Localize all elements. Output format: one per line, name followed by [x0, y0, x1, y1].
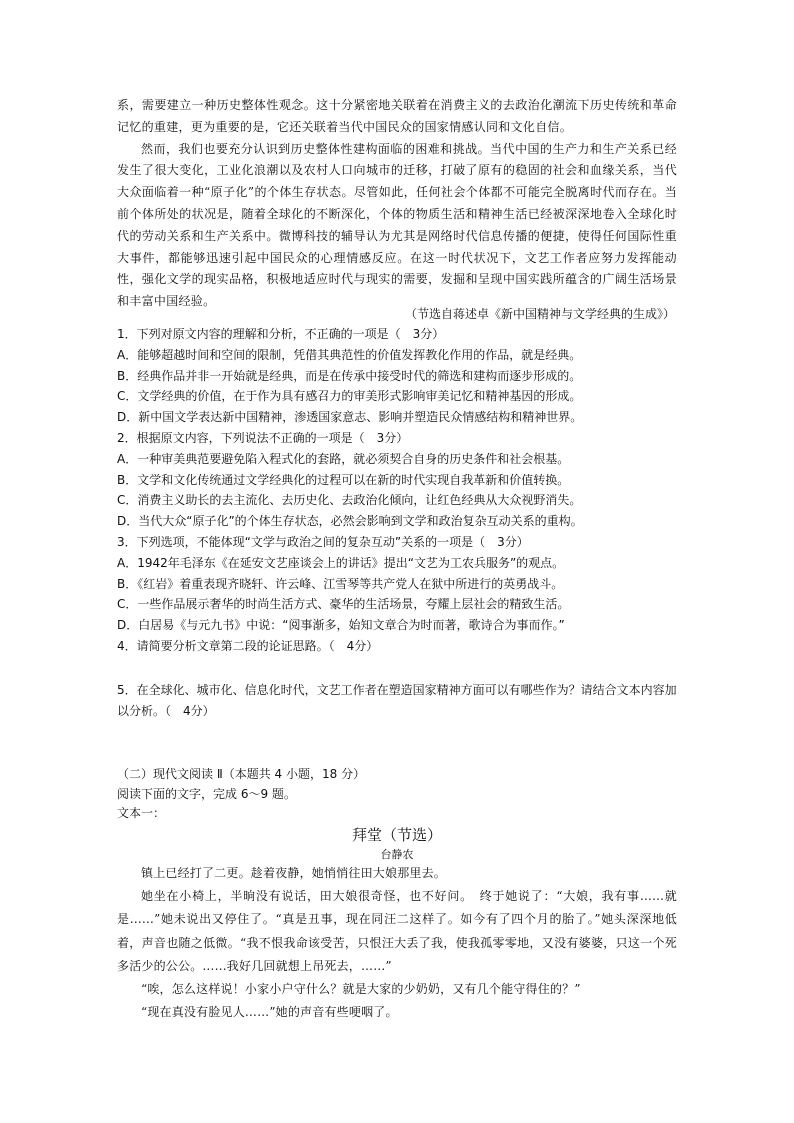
passage-paragraph-1: 系，需要建立一种历史整体性观念。这十分紧密地关联着在消费主义的去政治化潮流下历史传统和革命记忆的重建，更为重要的是，它还关联着当代中国民众的国家情感认同和文化自信。: [117, 98, 677, 134]
question-2-option-d: D．当代大众“原子化”的个体生存状态，必然会影响到文学和政治复杂互动关系的重构。: [117, 514, 583, 529]
story-paragraph-2: 她坐在小椅上，半晌没有说话，田大娘很奇怪，也不好问。 终于她说了：“大娘，我有事……就是……”她未说出又停住了。“真是丑事，现在同汪二这样了。如今有了四个月的胎了。”她头深深地低着，声音也随之低微。“我不恨我命该受苦，只恨汪大丢了我，使我孤零零地，又没有婆婆，只这一个死多活少的公公。……我好几回就想上吊死去，……”: [117, 889, 677, 973]
text-1-label: 文本一：: [117, 806, 166, 820]
question-3-option-c: C．一些作品展示奢华的时尚生活方式、豪华的生活场景，夸耀上层社会的精致生活。: [117, 597, 570, 612]
story-text: [117, 862, 677, 1024]
question-2-option-c: C．消费主义助长的去主流化、去历史化、去政治化倾向，让红色经典从大众视野消失。: [117, 493, 582, 508]
story-paragraph-1: 镇上已经打了二更。趁着夜静，她悄悄往田大娘那里去。: [141, 866, 447, 880]
question-1-option-a: A．能够超越时间和空间的限制，凭借其典范性的价值发挥教化作用的作品，就是经典。: [117, 347, 582, 362]
passage-paragraph-2: 然而，我们也要充分认识到历史整体性建构面临的困难和挑战。当代中国的生产力和生产关系已经发生了很大变化，工业化浪潮以及农村人口向城市的迁移，打破了原有的稳固的社会和血缘关系，当代大众面临着一种“原子化”的个体生存状态。尽管如此，任何社会个体都不可能完全脱离时代而存在。当前个体所处的状况是，随着全球化的不断深化，个体的物质生活和精神生活已经被深深地卷入全球化时代的劳动关系和生产关系中。微博科技的辅导认为尤其是网络时代信息传播的便捷，使得任何国际性重大事件，都能够迅速引起中国民众的心理情感反应。在这一时代状况下，文艺工作者应努力发挥能动性，强化文学的现实品格，积极地适应时代与现实的需要，发掘和呈现中国实践所蕴含的广阔生活场景和丰富中国经验。: [117, 141, 677, 309]
story-paragraph-4: “现在真没有脸见人……”她的声音有些哽咽了。: [141, 1005, 398, 1020]
questions-block: [117, 324, 677, 657]
question-3-option-d: D．白居易《与元九书》中说：“阅事渐多，始知文章合为时而著，歌诗合为事而作。”: [117, 618, 565, 633]
question-2: 2．根据原文内容，下列说法不正确的一项是（ 3分）: [117, 430, 409, 445]
question-5: 5．在全球化、城市化、信息化时代，文艺工作者在塑造国家精神方面可以有哪些作为？请结合文本内容加以分析。（ 4分）: [117, 683, 677, 718]
question-3-option-a: A．1942年毛泽东《在延安文艺座谈会上的讲话》提出“文艺为工农兵服务”的观点。: [117, 555, 565, 570]
question-1-option-d: D．新中国文学表达新中国精神，渗透国家意志、影响并塑造民众情感结构和精神世界。: [117, 410, 583, 425]
question-1-option-c: C．文学经典的价值，在于作为具有感召力的审美形式影响审美记忆和精神基因的形成。: [117, 389, 582, 404]
question-2-option-b: B．文学和文化传统通过文学经典化的过程可以在新的时代实现自我革新和价值转换。: [117, 472, 570, 487]
question-4: 4．请简要分析文章第二段的论证思路。（ 4分）: [117, 638, 379, 653]
story-author: 台静农: [380, 848, 414, 861]
section-2-heading: （二）现代文阅读 Ⅱ（本题共 4 小题，18 分）: [117, 767, 366, 781]
question-3-option-b: B．《红岩》着重表现齐晓轩、许云峰、江雪琴等共产党人在狱中所进行的英勇战斗。: [117, 576, 564, 591]
question-3: 3．下列选项，不能体现“文学与政治之间的复杂互动”关系的一项是（ 3分）: [117, 534, 529, 549]
section-2-instruction: 阅读下面的文字，完成 6～9 题。: [117, 786, 296, 801]
section-2-header: [117, 765, 677, 824]
question-2-option-a: A．一种审美典范要避免陷入程式化的套路，就必须契合自身的历史条件和社会根基。: [117, 451, 570, 466]
question-1: 1．下列对原文内容的理解和分析，不正确的一项是（ 3分）: [117, 327, 445, 341]
story-paragraph-3: “唉，怎么这样说！小家小户守什么？就是大家的少奶奶，又有几个能守得住的？”: [141, 982, 581, 997]
passage-source: （节选自蒋述卓《新中国精神与文学经典的生成》）: [404, 307, 675, 321]
story-title: 拜堂（节选）: [351, 826, 442, 844]
passage-text: [117, 95, 677, 313]
question-1-option-b: B．经典作品并非一开始就是经典，而是在传承中接受时代的筛选和建构而逐步形成的。: [117, 368, 582, 383]
